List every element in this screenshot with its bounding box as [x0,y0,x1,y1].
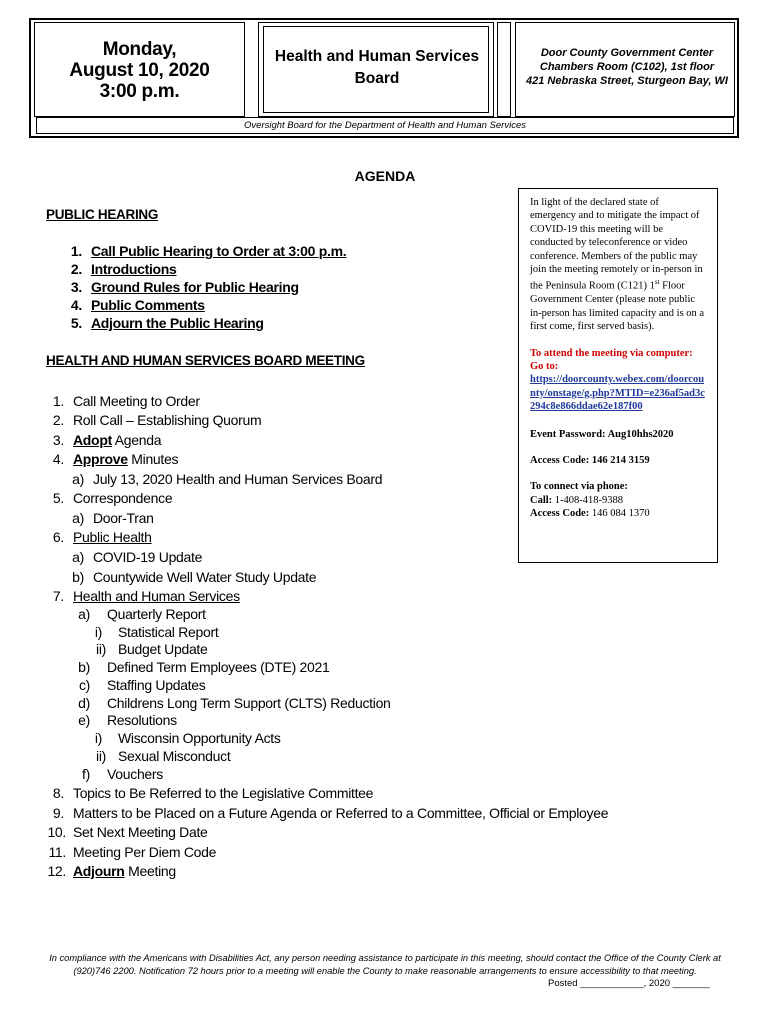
item-number: a) [72,549,84,565]
item-number: 7. [52,588,64,604]
item-number: 1. [70,243,82,259]
item-text: Statistical Report [118,624,219,640]
board-meeting-heading: HEALTH AND HUMAN SERVICES BOARD MEETING [46,353,365,368]
item-text: Ground Rules for Public Hearing [91,279,299,295]
board-name-line1: Health and Human Services [274,48,480,65]
item-text: Minutes [127,451,179,467]
agenda-title: AGENDA [354,168,416,184]
phone-access-heading: To connect via phone: [530,481,628,493]
item-text: Budget Update [118,641,208,657]
item-text: Correspondence [73,490,173,506]
location-line1: Door County Government Center [540,47,714,59]
item-number: 11. [48,844,66,860]
item-text: Topics to Be Referred to the Legislative Committee [73,785,374,801]
ada-compliance-note: In compliance with the Americans with Disabilities Act, any person needing assistance to participate in this meeting, should contact the Office of the County Clerk at (920)746 2200. Notification 72 hours prior to a meeting will enable the County to make reasonable arrangements to ensure accessibility to that meeting. [49,953,721,976]
phone-number: Call: 1-408-418-9388 [530,494,624,506]
item-text: Sexual Misconduct [118,748,231,764]
board-name [263,26,491,114]
webex-link[interactable]: https://doorcounty.webex.com/doorcounty/onstage/g.php?MTID=e236af5ad3c294c8e866ddae62e187f00 [530,374,705,413]
item-text: Matters to be Placed on a Future Agenda or Referred to a Committee, Official or Employee [73,805,609,821]
item-number: a) [72,471,84,487]
item-number: i) [94,624,102,640]
date-full: August 10, 2020 [69,59,210,81]
public-hearing-heading: PUBLIC HEARING [46,207,159,222]
item-text: Wisconsin Opportunity Acts [118,730,281,746]
oversight-note: Oversight Board for the Department of Health and Human Services [36,117,734,134]
item-number: 10. [47,824,66,840]
item-text: Set Next Meeting Date [73,824,208,840]
item-number: 4. [70,297,82,313]
item-number: 2. [70,261,82,277]
meeting-date [38,26,241,114]
item-text: Introductions [91,261,177,277]
item-text: Door-Tran [93,510,154,526]
item-number: ii) [96,748,106,764]
item-number: ii) [96,641,106,657]
item-text: Staffing Updates [107,677,206,693]
item-number: a) [78,606,90,622]
item-number: d) [78,695,90,711]
item-number: 5. [52,490,64,506]
item-text: Meeting Per Diem Code [73,844,217,860]
item-number: i) [94,730,102,746]
item-number: 3. [52,432,64,448]
item-action: Adjourn [73,863,125,879]
item-number: b) [72,569,84,585]
item-number: 3. [70,279,82,295]
item-number: b) [78,659,90,675]
item-number: a) [72,510,84,526]
item-number: 9. [52,805,64,821]
item-action: Adopt [73,432,112,448]
computer-access-heading: To attend the meeting via computer: Go to: [530,347,693,372]
item-number: 5. [70,315,82,331]
location-line2: Chambers Room (C102), 1st floor [539,61,715,73]
access-code: Access Code: 146 214 3159 [530,455,650,466]
date-weekday: Monday, [102,38,177,60]
item-text: COVID-19 Update [93,549,203,565]
item-text: Resolutions [107,712,177,728]
event-password: Event Password: Aug10hhs2020 [530,428,674,440]
item-text: July 13, 2020 Health and Human Services Board [93,471,383,487]
item-number: 8. [52,785,64,801]
location-line3: 421 Nebraska Street, Sturgeon Bay, WI [526,75,728,87]
item-text: Meeting [124,863,176,879]
item-number: 2. [52,412,64,428]
item-text: Vouchers [107,766,163,782]
item-text: Countywide Well Water Study Update [93,569,317,585]
divider-box [497,22,511,117]
item-text: Defined Term Employees (DTE) 2021 [107,659,330,675]
item-action: Approve [73,451,128,467]
item-number: 1. [52,393,64,409]
covid-notice-text: In light of the declared state of emergency and to mitigate the impact of COVID-19 this meeting will be conducted by teleconference or video conference. Members of the public may join the meeting remotely or in-person in the Peninsula Room (C121) 1st Floor Government Center (please note public in-person has limited capacity and is on a first come, first served basis). [530,197,705,333]
item-number: 4. [52,451,64,467]
item-text: Childrens Long Term Support (CLTS) Reduction [107,695,391,711]
meeting-time: 3:00 p.m. [99,80,180,102]
item-number: f) [82,766,90,782]
item-text: Roll Call – Establishing Quorum [73,412,262,428]
meeting-location [520,26,734,114]
item-text: Public Health [73,529,152,545]
posted-date-line: Posted ____________, 2020 _______ [548,978,710,989]
item-text: Quarterly Report [107,606,206,622]
item-number: e) [78,712,90,728]
remote-access-notice [518,188,718,563]
item-text: Agenda [111,432,162,448]
item-text: Adjourn the Public Hearing [91,315,264,331]
item-number: 6. [52,529,64,545]
item-number: c) [78,677,90,693]
board-name-line2: Board [354,70,400,87]
item-text: Call Meeting to Order [73,393,200,409]
item-text: Call Public Hearing to Order at 3:00 p.m. [91,243,347,259]
item-text: Health and Human Services [73,588,240,604]
item-text: Public Comments [91,297,205,313]
item-number: 12. [47,863,66,879]
phone-access-code: Access Code: 146 084 1370 [530,508,650,520]
